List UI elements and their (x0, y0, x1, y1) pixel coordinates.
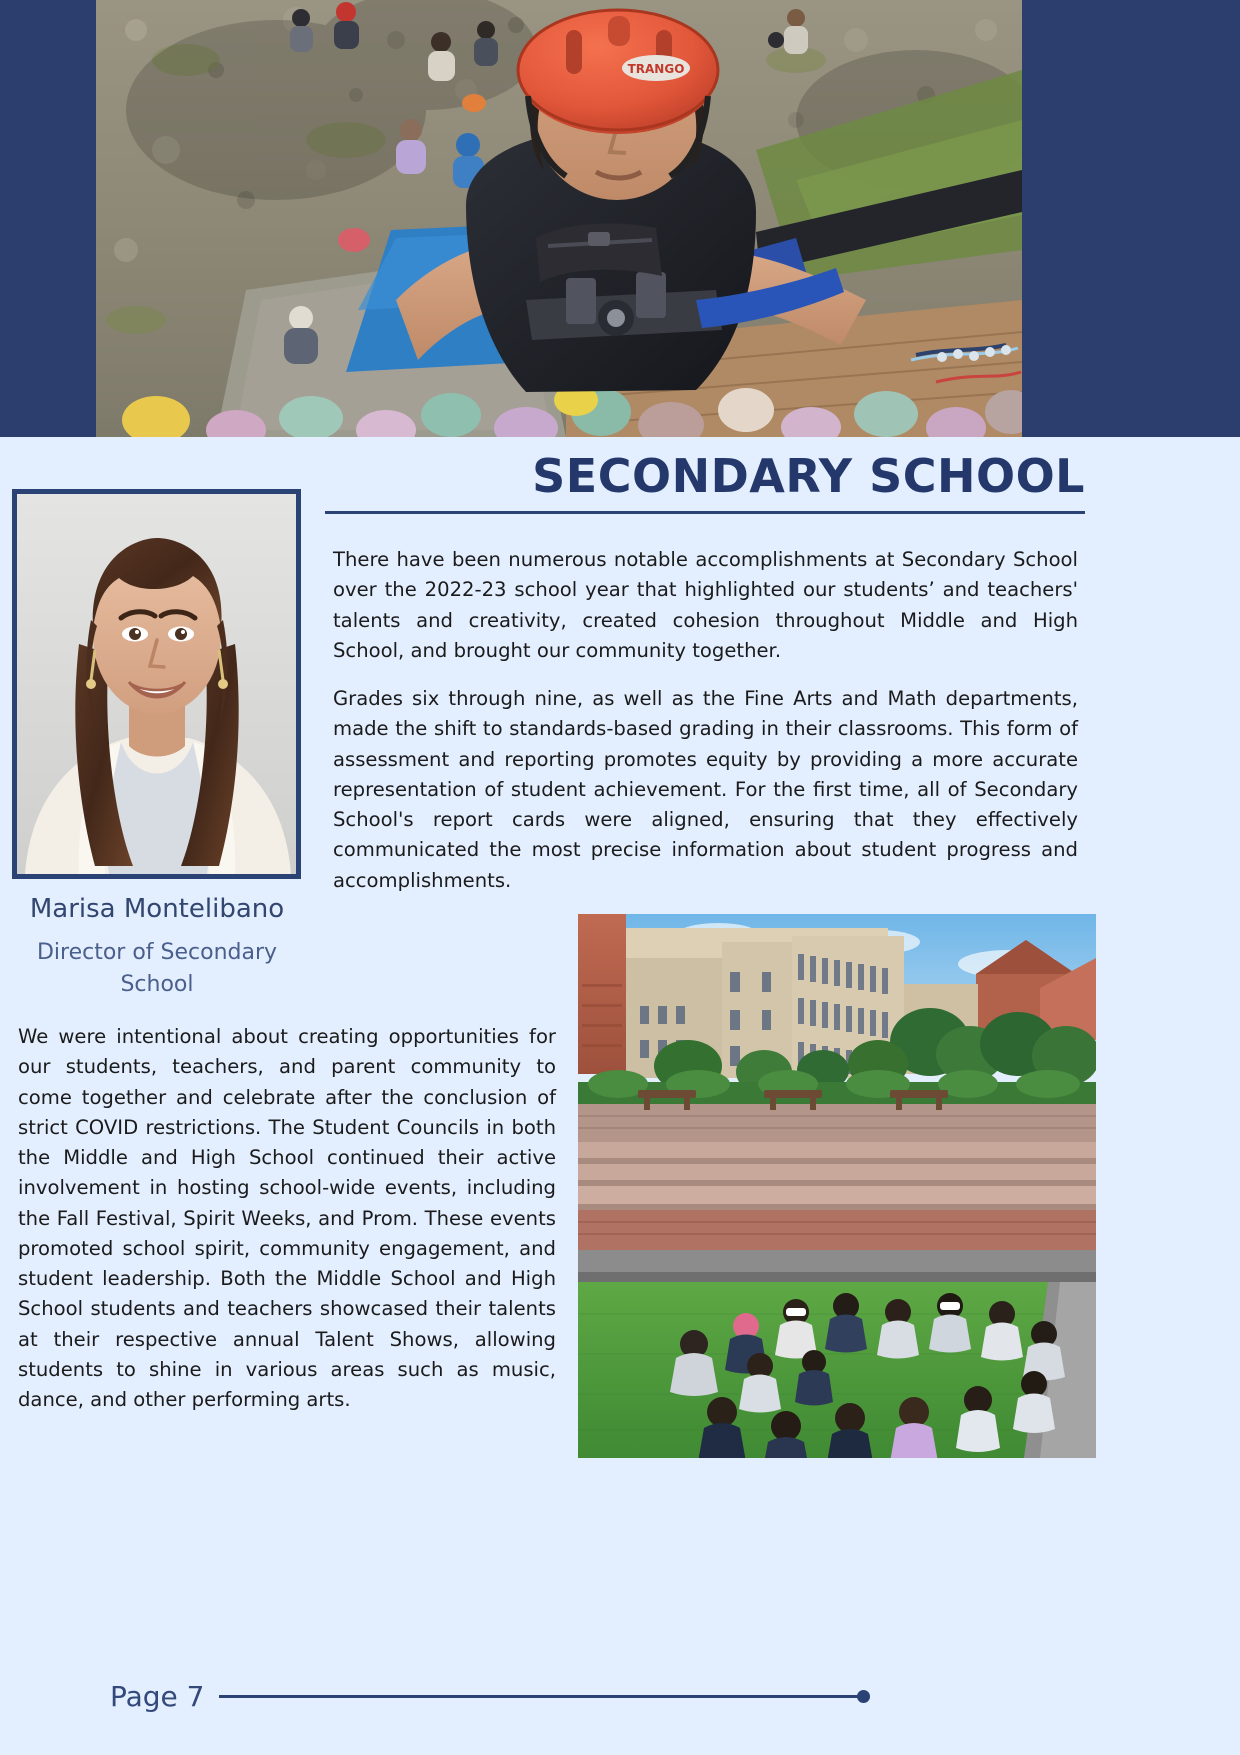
page-footer (110, 1676, 870, 1716)
article-left-column (18, 1022, 556, 1415)
hero-image-climbing (96, 0, 1022, 437)
paragraph: We were intentional about creating opportunities for our students, teachers, and parent community to come together and celebrate after the conclusion of strict COVID restrictions. The Student Councils in both the Middle and High School continued their active involvement in hosting school-wide events, including the Fall Festival, Spirit Weeks, and Prom. These events promoted school spirit, community engagement, and student leadership. Both the Middle School and High School students and teachers showcased their talents at their respective annual Talent Shows, allowing students to shine in various areas such as music, dance, and other performing arts. (18, 1025, 556, 1412)
paragraph: There have been numerous notable accomplishments at Secondary School over the 2022-23 school year that highlighted our students’ and teachers' talents and creativity, created cohesion throughout Middle and High School, and brought our community together. (333, 548, 1078, 662)
campus-image-students (578, 914, 1096, 1458)
paragraph: Grades six through nine, as well as the Fine Arts and Math departments, made the shift to standards-based grading in their classrooms. This form of assessment and reporting promotes equity by providing a more accurate representation of student achievement. For the first time, all of Secondary School's report cards were aligned, ensuring that they effectively communicated the most precise information about student progress and accomplishments. (333, 687, 1078, 892)
portrait-caption-role: Director of Secondary School (36, 940, 278, 997)
svg-text:TRANGO: TRANGO (627, 62, 685, 76)
page-number-label: Page 7 (110, 1679, 205, 1713)
article-right-column (333, 545, 1078, 896)
footer-end-dot (857, 1690, 870, 1703)
footer-divider-line (219, 1695, 859, 1698)
portrait-caption-name: Marisa Montelibano (29, 894, 285, 924)
page-title-block (325, 449, 1085, 514)
page-title: SECONDARY SCHOOL (532, 449, 1085, 503)
title-divider (325, 511, 1085, 514)
portrait-photo-frame (12, 489, 301, 879)
